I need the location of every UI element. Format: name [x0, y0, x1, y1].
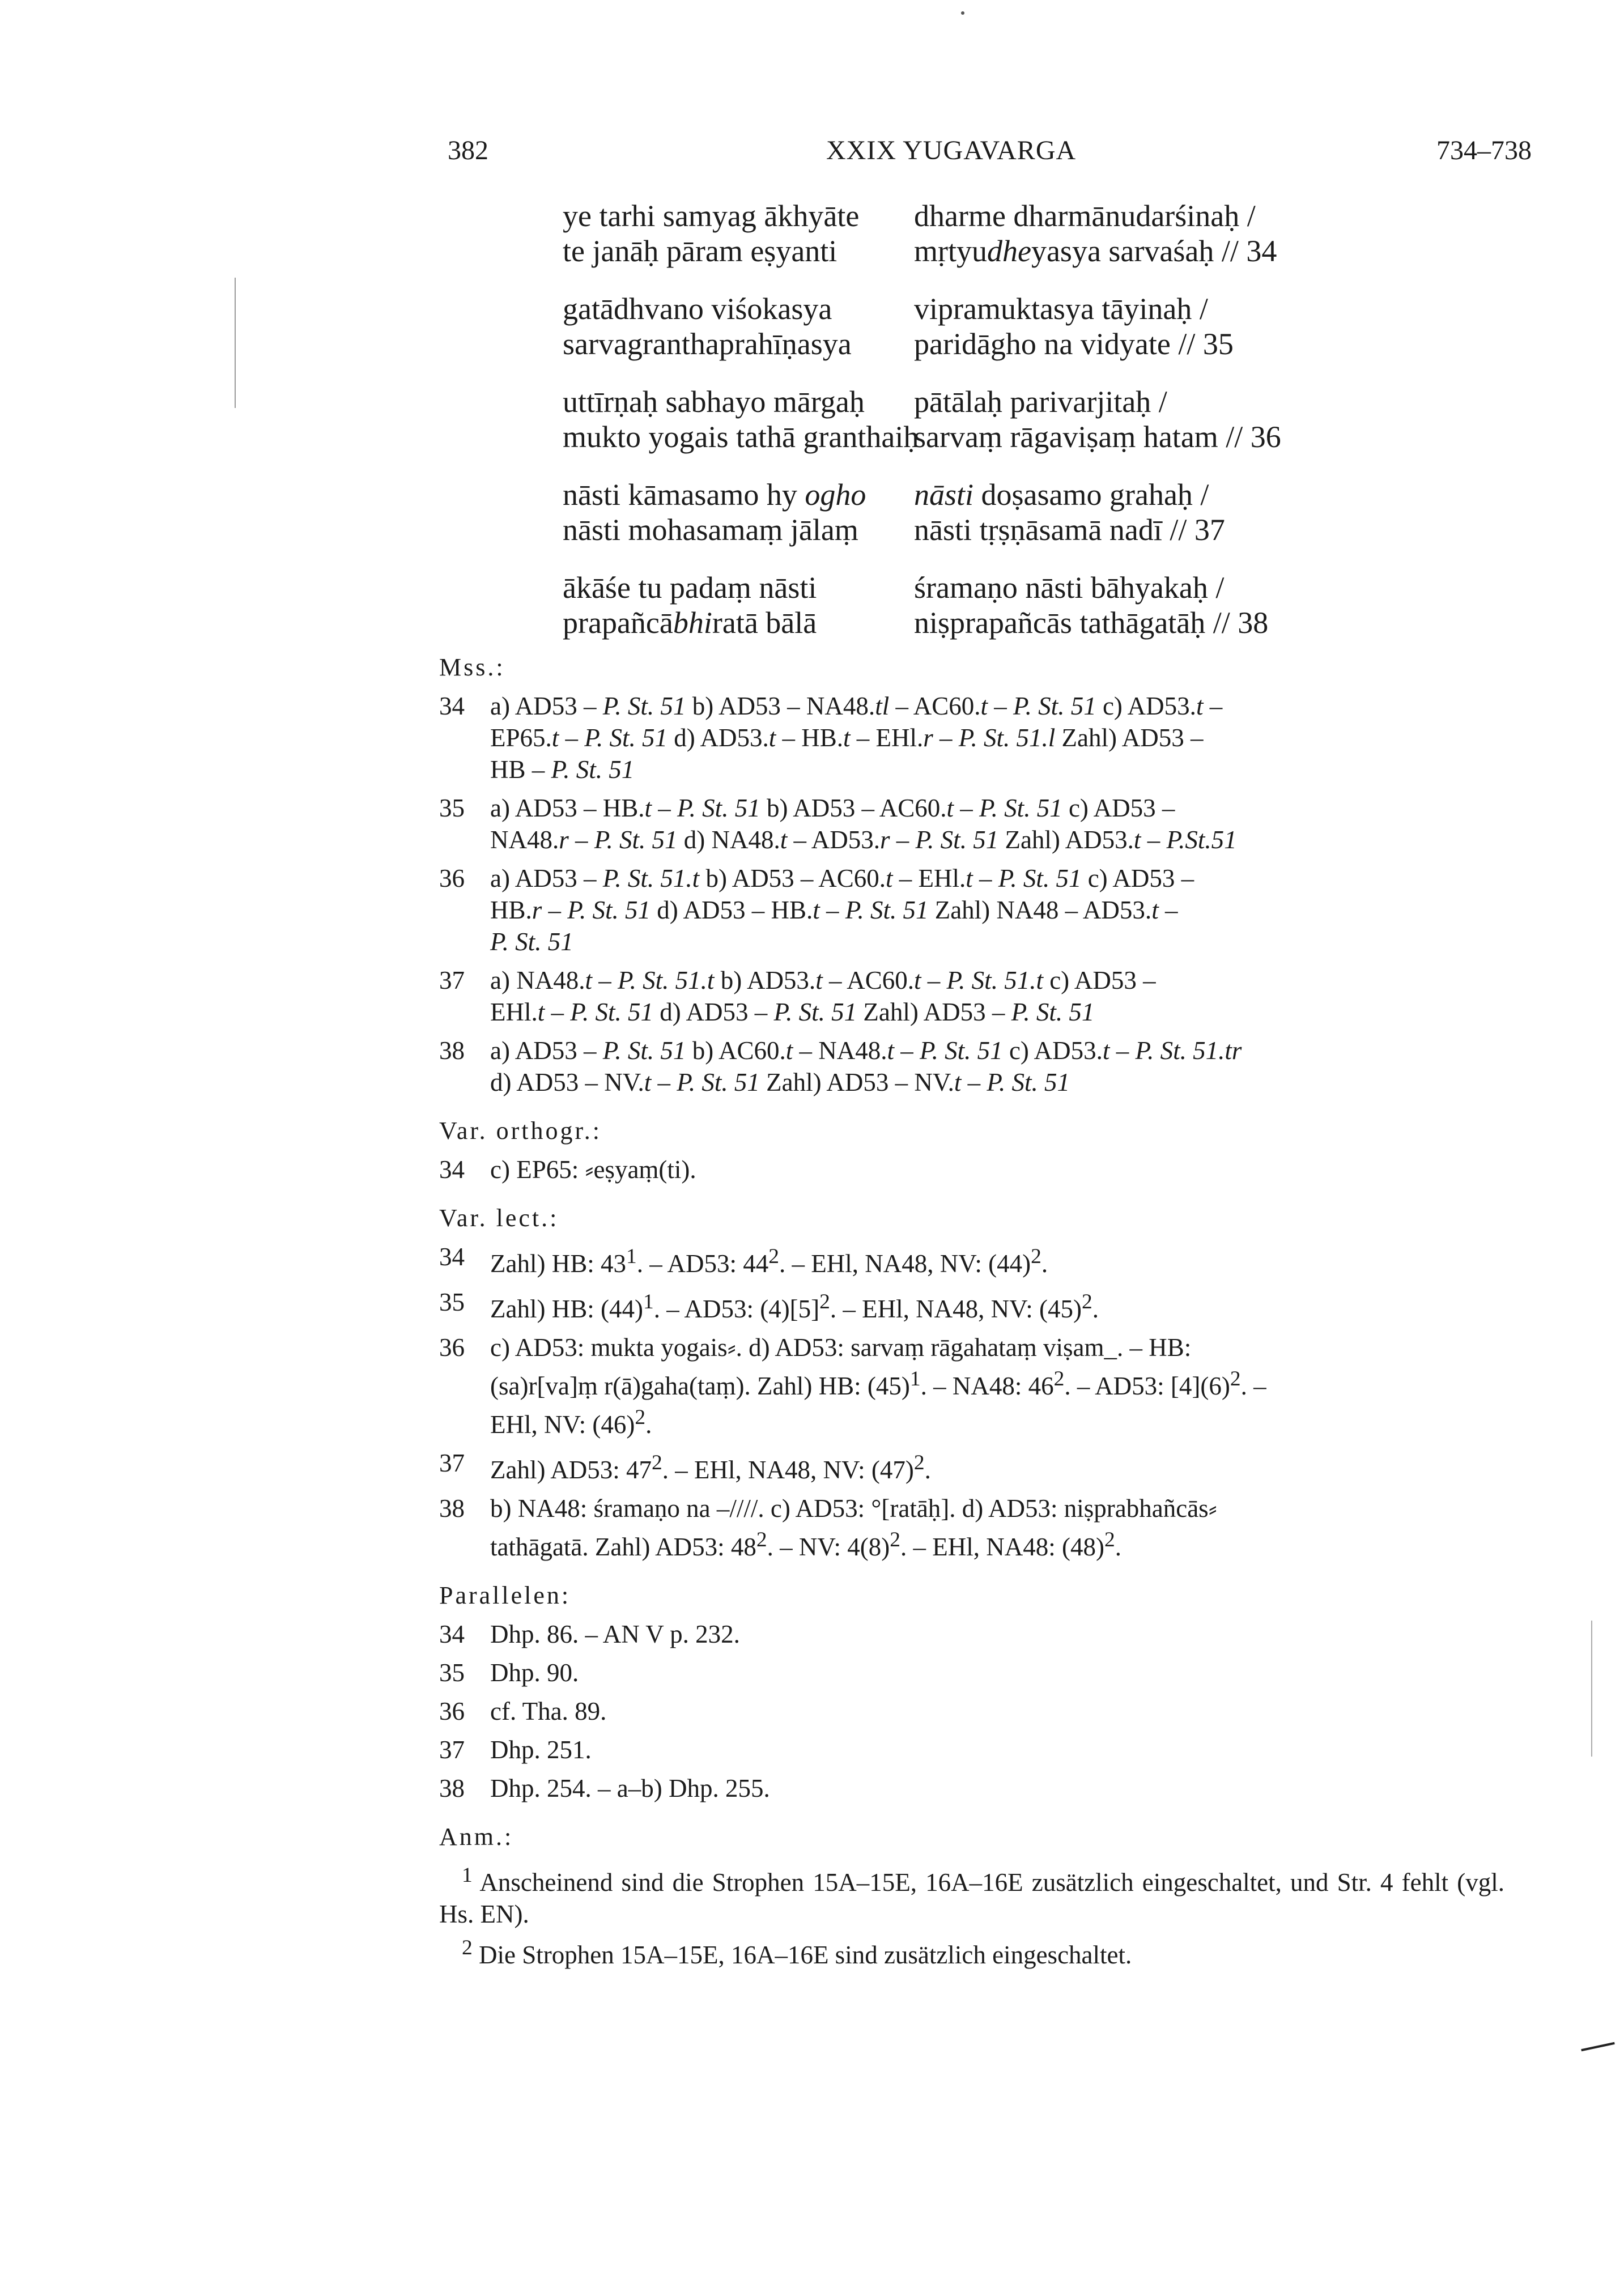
entry-text: [490, 1618, 1504, 1650]
entry-line: tathāgatā. Zahl) AD53: $48^2$. – NV: $4(8)^2$. – EHl, NA48: $(48)^2$.: [490, 1528, 1121, 1561]
verse-stanza: [563, 570, 1526, 640]
entry-line: c) AD53: mukta yogais⸗. d) AD53: sarvaṃ rāgahataṃ viṣam_. – HB:: [490, 1333, 1192, 1362]
mss-entry: [439, 862, 1504, 958]
entry-line: Zahl) AD53: $47^2$. – EHl, NA48, NV: $(47)^2$.: [490, 1451, 931, 1484]
entry-number: 37: [439, 966, 465, 994]
entry-line: a) AD53 – P. St. 51 b) AD53 – NA48.tl – AC60.t – P. St. 51 c) AD53.t –: [490, 692, 1223, 720]
pada-b: sarvaṃ rāgaviṣaṃ hatam // 36: [914, 420, 1281, 454]
entry-number: 38: [439, 1774, 465, 1802]
verse-stanza: [563, 198, 1526, 269]
parallel-entry: [439, 1772, 1504, 1804]
entry-number: 38: [439, 1036, 465, 1065]
entry-line: cf. Tha. 89.: [490, 1697, 607, 1725]
lect-entry: [439, 1332, 1504, 1440]
entry-number: 35: [439, 794, 465, 822]
lect-list: [439, 1241, 1504, 1563]
entry-text: [490, 1734, 1504, 1766]
entry-line: Zahl) HB: $(44)^1$. – AD53: $(4)[5]^2$. – EHl, NA48, NV: $(45)^2$.: [490, 1290, 1099, 1323]
entry-line: a) AD53 – P. St. 51 b) AC60.t – NA48.t – P. St. 51 c) AD53.t – P. St. 51.tr: [490, 1036, 1242, 1065]
entry-line: Dhp. 90.: [490, 1659, 579, 1687]
entry-line: a) AD53 – P. St. 51.t b) AD53 – AC60.t – EHl.t – P. St. 51 c) AD53 –: [490, 864, 1194, 892]
verse-stanza: [563, 384, 1526, 454]
verse-block: [563, 198, 1526, 663]
scan-edge-mark-bottom: [1581, 2042, 1615, 2051]
pada-a: prapañcābhiratā bālā: [563, 606, 817, 640]
entry-line: a) AD53 – HB.t – P. St. 51 b) AD53 – AC60.t – P. St. 51 c) AD53 –: [490, 794, 1175, 822]
verse-line: [563, 233, 1526, 269]
page-number: 382: [448, 135, 488, 165]
pada-b: pātālaḥ parivarjitaḥ /: [914, 385, 1167, 419]
scan-edge-mark: [235, 278, 236, 408]
pada-b: nāsti doṣasamo grahaḥ /: [914, 478, 1209, 512]
pada-b: nāsti tṛṣṇāsamā nadī // 37: [914, 513, 1225, 547]
lect-entry: [439, 1241, 1504, 1279]
entry-number: 37: [439, 1449, 465, 1477]
entry-number: 38: [439, 1494, 465, 1523]
footnote: $^2$ Die Strophen 15A–15E, 16A–16E sind zusätzlich eingeschaltet.: [462, 1936, 1132, 1969]
entry-line: HB.r – P. St. 51 d) AD53 – HB.t – P. St. 51 Zahl) NA48 – AD53.t –: [490, 896, 1178, 924]
entry-line: HB – P. St. 51: [490, 755, 635, 784]
entry-line: Dhp. 254. – a–b) Dhp. 255.: [490, 1774, 770, 1802]
parallels-list: [439, 1618, 1504, 1804]
parallel-entry: [439, 1618, 1504, 1650]
lect-heading: Var. lect.:: [439, 1204, 559, 1232]
entry-line: NA48.r – P. St. 51 d) NA48.t – AD53.r – P. St. 51 Zahl) AD53.t – P.St.51: [490, 826, 1237, 854]
lect-entry: [439, 1286, 1504, 1325]
entry-line: EHl.t – P. St. 51 d) AD53 – P. St. 51 Zahl) AD53 – P. St. 51: [490, 998, 1095, 1026]
mss-entry: [439, 690, 1504, 785]
entry-text: [490, 1493, 1504, 1563]
pada-b: vipramuktasya tāyinaḥ /: [914, 292, 1208, 326]
entry-number: 34: [439, 692, 465, 720]
entry-line: Zahl) HB: $43^1$. – AD53: $44^2$. – EHl, NA48, NV: $(44)^2$.: [490, 1245, 1048, 1278]
entry-number: 34: [439, 1620, 465, 1648]
orthogr-heading: Var. orthogr.:: [439, 1117, 602, 1145]
verse-line: [563, 198, 1526, 233]
verse-line: [563, 384, 1526, 419]
pada-a: gatādhvano viśokasya: [563, 292, 832, 326]
entry-number: 35: [439, 1659, 465, 1687]
entry-line: b) NA48: śramaṇo na –////. c) AD53: °[ratāḥ]. d) AD53: niṣprabhañcās⸗: [490, 1494, 1217, 1523]
verse-line: [563, 512, 1526, 547]
pada-a: nāsti mohasamaṃ jālaṃ: [563, 513, 858, 547]
footnote: $^1$ Anscheinend sind die Strophen 15A–15E, 16A–16E zusätzlich eingeschaltet, und Str. 4 fehlt (vgl. Hs. EN).: [439, 1864, 1504, 1928]
entry-number: 36: [439, 1697, 465, 1725]
verse-line: [563, 477, 1526, 512]
pada-a: uttīrṇaḥ sabhayo mārgaḥ: [563, 385, 865, 419]
pada-a: nāsti kāmasamo hy ogho: [563, 478, 866, 512]
parallel-entry: [439, 1734, 1504, 1766]
entry-number: 34: [439, 1243, 465, 1271]
pada-b: śramaṇo nāsti bāhyakaḥ /: [914, 571, 1225, 605]
entry-text: [490, 792, 1504, 856]
mss-entry: [439, 964, 1504, 1028]
notes-list: [439, 1860, 1504, 1971]
entry-number: 36: [439, 1333, 465, 1362]
entry-number: 36: [439, 864, 465, 892]
mss-entry: [439, 792, 1504, 856]
entry-text: [490, 1332, 1504, 1440]
verse-line: [563, 291, 1526, 326]
pada-b: paridāgho na vidyate // 35: [914, 327, 1234, 361]
verse-line: [563, 419, 1526, 454]
orthogr-list: [439, 1154, 1504, 1185]
entry-text: [490, 1286, 1504, 1325]
parallel-entry: [439, 1657, 1504, 1689]
entry-text: [490, 1695, 1504, 1727]
pada-b: niṣprapañcās tathāgatāḥ // 38: [914, 606, 1269, 640]
verse-stanza: [563, 477, 1526, 547]
pada-a: ye tarhi samyag ākhyāte: [563, 199, 860, 233]
pada-a: te janāḥ pāram eṣyanti: [563, 234, 837, 268]
entry-number: 34: [439, 1155, 465, 1184]
entry-line: EHl, NV: $(46)^2$.: [490, 1406, 652, 1439]
mss-heading: Mss.:: [439, 653, 505, 681]
entry-text: [490, 1154, 1504, 1185]
entry-line: EP65.t – P. St. 51 d) AD53.t – HB.t – EHl.r – P. St. 51.l Zahl) AD53 –: [490, 724, 1204, 752]
orthogr-entry: [439, 1154, 1504, 1185]
notes-heading: Anm.:: [439, 1823, 514, 1851]
running-title: XXIX YUGAVARGA: [826, 135, 1077, 165]
entry-line: (sa)r[va]ṃ r(ā)gaha(taṃ). Zahl) HB: $(45)^1$. – NA48: $46^2$. – AD53: $[4](6)^2$. –: [490, 1367, 1266, 1400]
entry-text: [490, 690, 1504, 785]
entry-line: c) EP65: ⸗eṣyaṃ(ti).: [490, 1155, 696, 1184]
verse-line: [563, 326, 1526, 362]
verse-range: 734–738: [1436, 135, 1532, 165]
pada-a: mukto yogais tathā granthaiḥ: [563, 420, 919, 454]
entry-line: P. St. 51: [490, 928, 573, 956]
mss-entry: [439, 1035, 1504, 1098]
parallels-heading: Parallelen:: [439, 1581, 571, 1609]
entry-text: [490, 1241, 1504, 1279]
entry-line: d) AD53 – NV.t – P. St. 51 Zahl) AD53 – NV.t – P. St. 51: [490, 1068, 1070, 1096]
entry-number: 37: [439, 1736, 465, 1764]
lect-entry: [439, 1447, 1504, 1486]
verse-line: [563, 570, 1526, 605]
verse-line: [563, 605, 1526, 640]
verse-stanza: [563, 291, 1526, 362]
entry-text: [490, 964, 1504, 1028]
pada-b: mṛtyudheyasya sarvaśaḥ // 34: [914, 234, 1277, 268]
scan-dot: [961, 11, 964, 15]
pada-b: dharme dharmānudarśinaḥ /: [914, 199, 1256, 233]
critical-apparatus: [439, 652, 1504, 1973]
pada-a: ākāśe tu padaṃ nāsti: [563, 571, 817, 605]
entry-text: [490, 1772, 1504, 1804]
mss-list: [439, 690, 1504, 1098]
lect-entry: [439, 1493, 1504, 1563]
entry-line: Dhp. 86. – AN V p. 232.: [490, 1620, 740, 1648]
entry-text: [490, 1657, 1504, 1689]
pada-a: sarvagranthaprahīṇasya: [563, 327, 852, 361]
parallel-entry: [439, 1695, 1504, 1727]
entry-line: Dhp. 251.: [490, 1736, 592, 1764]
scan-edge-mark-right: [1591, 1621, 1592, 1757]
entry-text: [490, 1035, 1504, 1098]
entry-text: [490, 862, 1504, 958]
entry-text: [490, 1447, 1504, 1486]
entry-line: a) NA48.t – P. St. 51.t b) AD53.t – AC60.t – P. St. 51.t c) AD53 –: [490, 966, 1156, 994]
entry-number: 35: [439, 1288, 465, 1316]
